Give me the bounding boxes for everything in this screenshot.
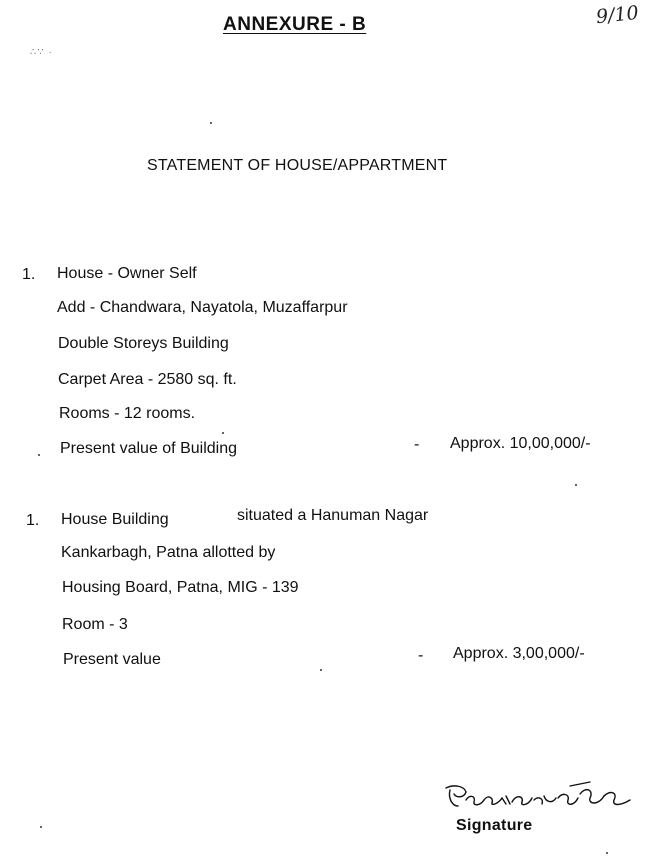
item-1-line-rooms: Rooms - 12 rooms.: [59, 405, 196, 422]
item-2-dash: -: [418, 647, 424, 664]
item-1-value: Approx. 10,00,000/-: [450, 435, 591, 452]
item-2-line-board: Housing Board, Patna, MIG - 139: [62, 579, 299, 596]
scan-speck: [575, 484, 577, 486]
item-2-line-house-building: House Building: [61, 511, 169, 528]
scan-smudge: ∴∵ ·: [30, 47, 53, 58]
item-2-line-present-value: Present value: [63, 651, 161, 668]
item-1-line-area: Carpet Area - 2580 sq. ft.: [58, 371, 237, 388]
item-2-line-room: Room - 3: [62, 616, 128, 633]
page-number-mark: 9/10: [594, 1, 640, 29]
scan-speck: [210, 122, 212, 124]
item-1-line-present-value: Present value of Building: [60, 440, 237, 457]
item-1-dash: -: [414, 436, 420, 453]
scan-speck: [606, 852, 608, 854]
signature-label: Signature: [456, 817, 533, 834]
annexure-title: ANNEXURE - B: [223, 14, 367, 35]
item-2-value: Approx. 3,00,000/-: [453, 645, 585, 662]
item-1-number: 1.: [22, 266, 36, 283]
item-2-line-locality: Kankarbagh, Patna allotted by: [61, 544, 276, 561]
item-2-line-situated: situated a Hanuman Nagar: [237, 507, 429, 524]
item-1-line-address: Add - Chandwara, Nayatola, Muzaffarpur: [57, 299, 348, 316]
item-2-number: 1.: [26, 512, 40, 529]
scan-speck: [40, 826, 42, 828]
scan-speck: [38, 454, 40, 456]
statement-title: STATEMENT OF HOUSE/APPARTMENT: [147, 157, 448, 174]
scan-speck: [320, 669, 322, 671]
item-1-line-owner: House - Owner Self: [57, 265, 197, 282]
scan-speck: [222, 432, 224, 434]
item-1-line-building: Double Storeys Building: [58, 335, 229, 352]
